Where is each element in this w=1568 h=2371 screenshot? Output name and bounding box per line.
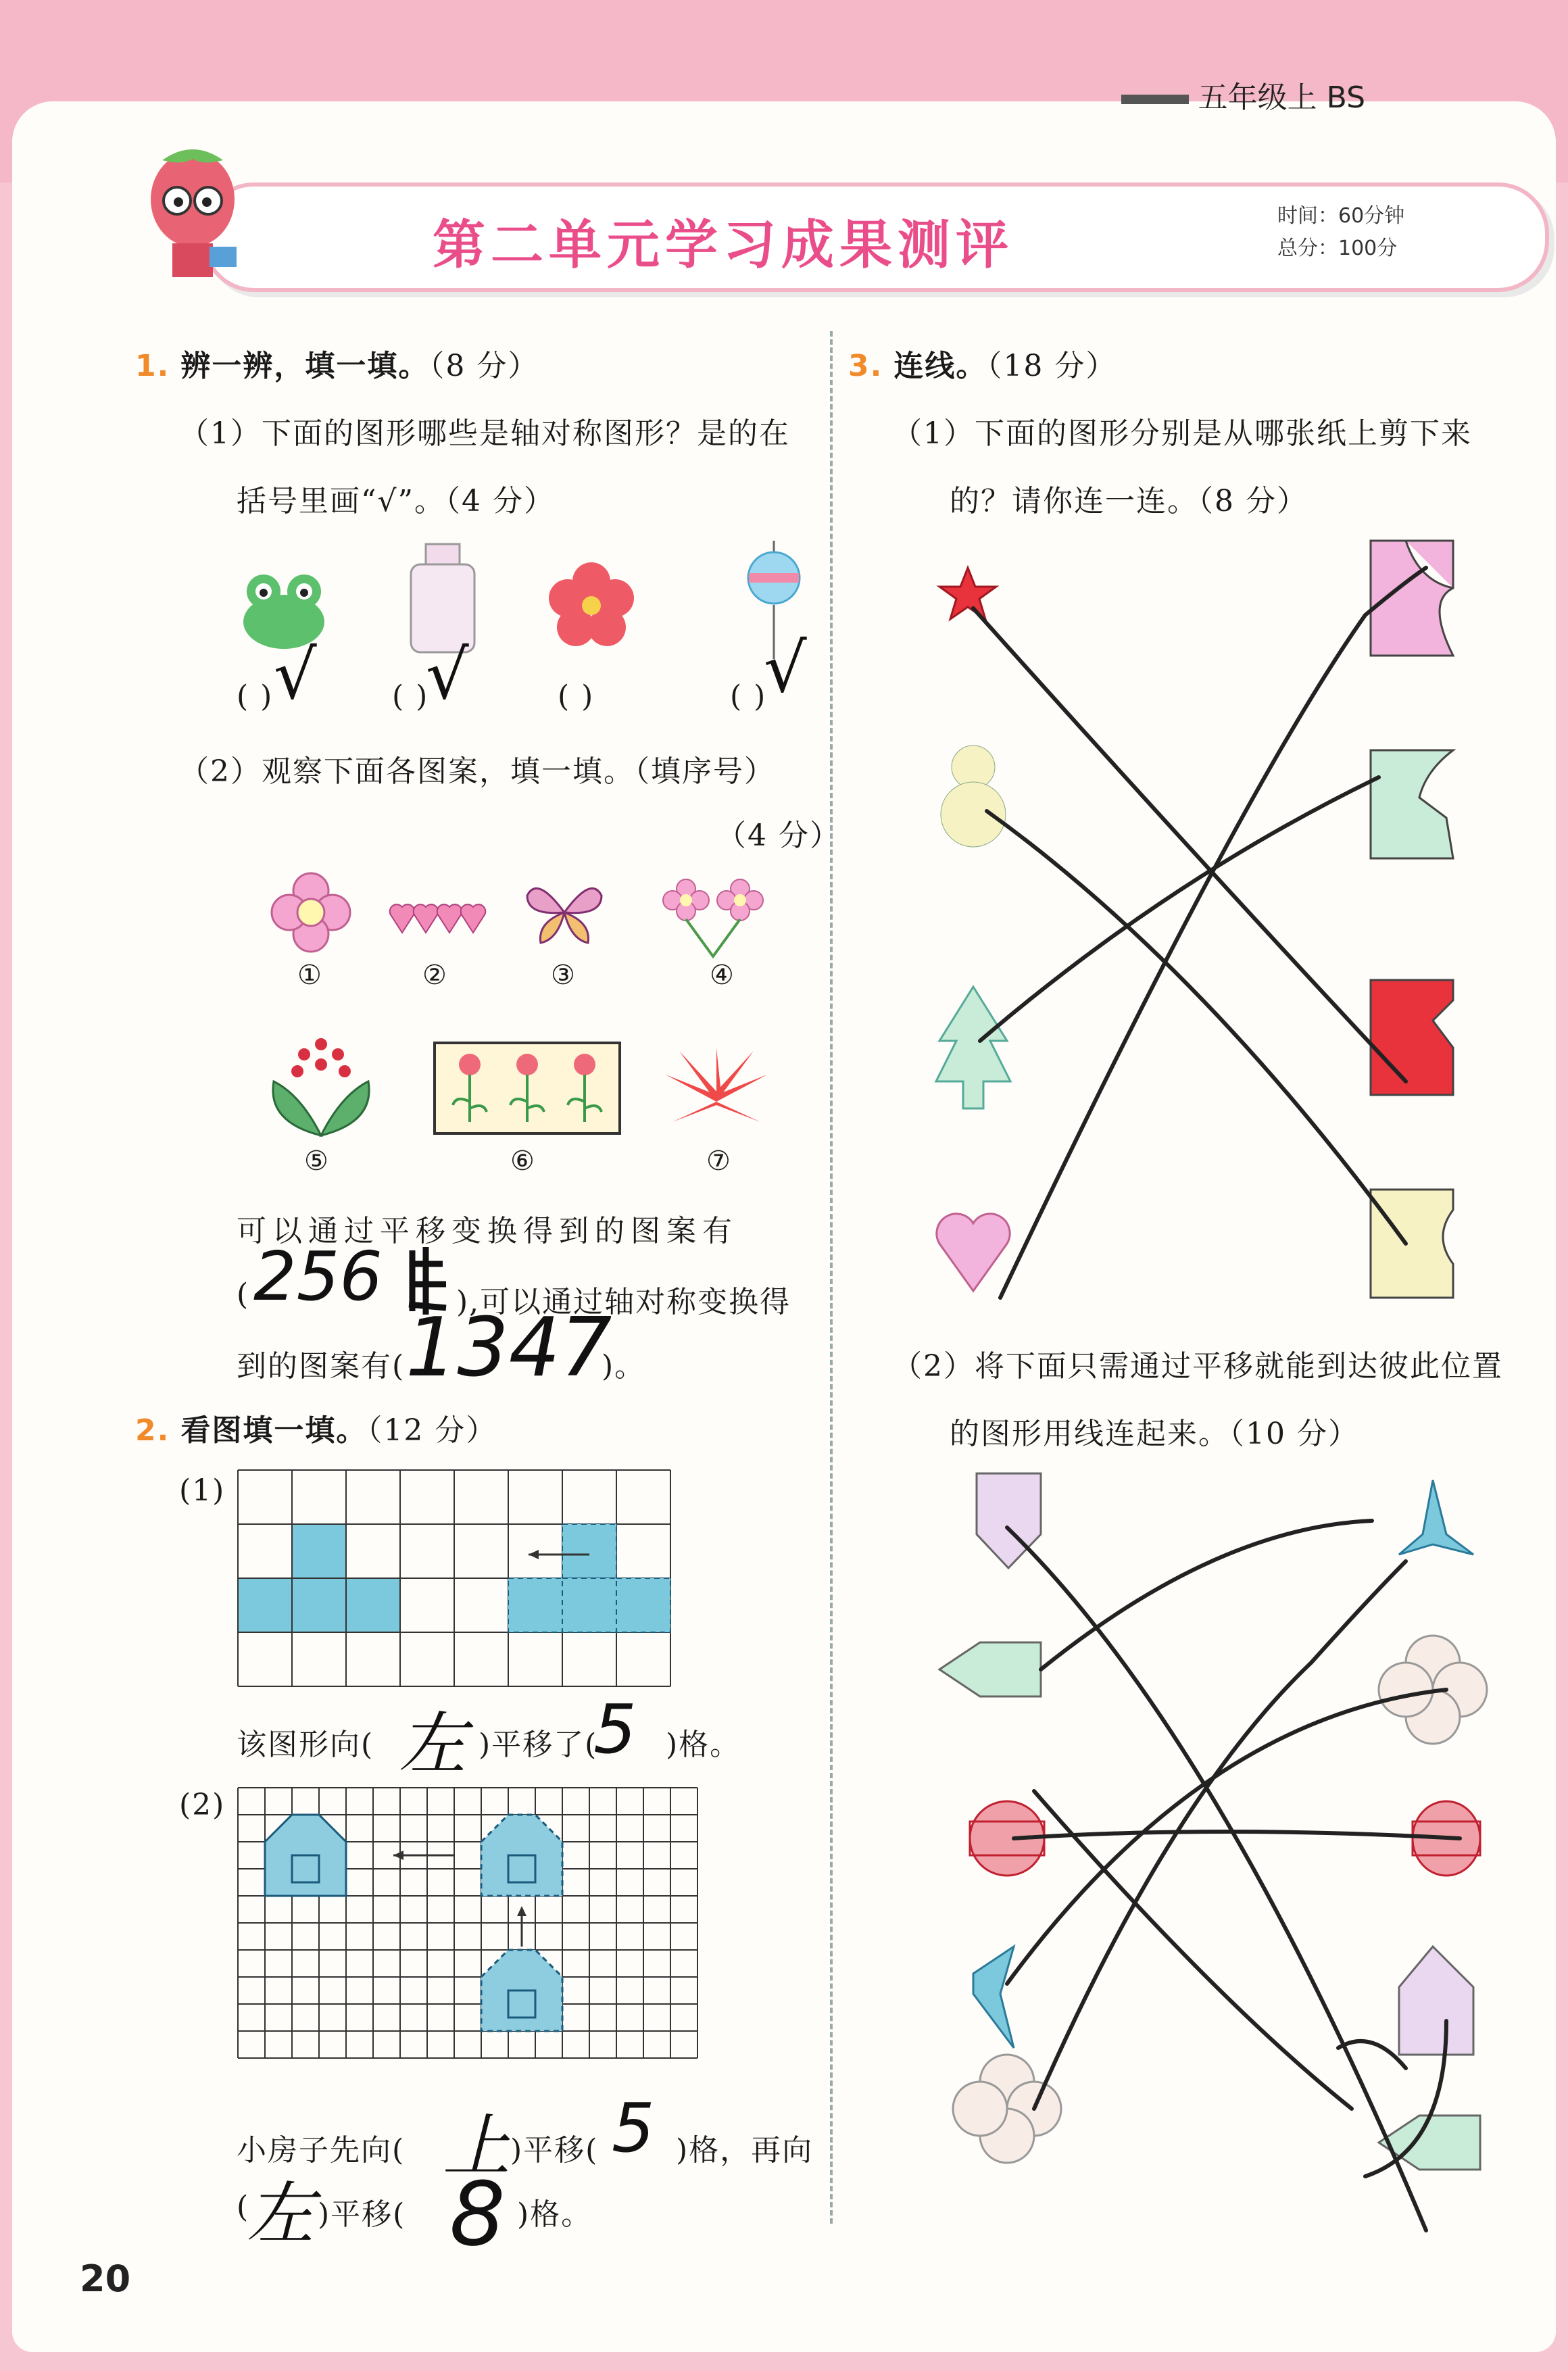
pattern-hearts-icon xyxy=(389,899,490,939)
page-number: 20 xyxy=(80,2257,131,2300)
check-mark-1: √ xyxy=(274,635,317,714)
q2-sub2-line2-start: ( xyxy=(237,2190,250,2224)
total-score: 总分：100分 xyxy=(1277,237,1398,260)
q2-sub2-label: (2) xyxy=(179,1788,226,1822)
pattern-label-3: ③ xyxy=(551,960,575,991)
q2-sub2-line1-end: )格，再向 xyxy=(676,2133,814,2168)
check-mark-2: √ xyxy=(426,635,469,714)
triangle-arrow-icon xyxy=(973,1947,1014,2048)
q2-number: 2. xyxy=(135,1413,170,1448)
grade-text: 五年级上 BS xyxy=(1198,80,1365,115)
pattern-twin-flowers-icon xyxy=(659,872,767,960)
redacted-bar xyxy=(1121,95,1189,104)
answer-direction-3: 左 xyxy=(247,2174,314,2253)
paper-green-icon xyxy=(1371,750,1453,858)
pine-tree-icon xyxy=(936,987,1010,1108)
answer-symmetry: 1347 xyxy=(406,1301,612,1395)
paper-red-icon xyxy=(1371,980,1453,1095)
q1-fill-line3-end: )。 xyxy=(602,1349,646,1384)
answer-translate: 256 xyxy=(253,1237,383,1316)
q2-sub1-text-start: 该图形向( xyxy=(237,1728,374,1762)
pattern-leaf-fan-icon xyxy=(659,1048,774,1135)
answer-steps-1: 5 xyxy=(593,1690,637,1769)
shape-cell xyxy=(346,1578,400,1632)
star-icon xyxy=(939,568,996,619)
pattern-label-6: ⑥ xyxy=(510,1146,535,1177)
q1-title: 辨一辨，填一填。 xyxy=(180,349,430,383)
arrowhead-icon xyxy=(517,1906,526,1916)
answer-direction-2: 上 xyxy=(443,2107,510,2186)
q1-fill-paren-open: ( xyxy=(237,1277,250,1312)
q3-sub2-line1: （2）将下面只需通过平移就能到达彼此位置 xyxy=(892,1349,1503,1384)
q3-points: （18 分） xyxy=(987,349,1117,383)
q2-points: （12 分） xyxy=(367,1413,497,1448)
shape-cell xyxy=(238,1578,292,1632)
pattern-label-2: ② xyxy=(422,960,447,991)
house-pentagon-icon xyxy=(1399,1947,1473,2055)
q2-sub2-line2-end: )格。 xyxy=(517,2197,593,2232)
q1-paren-1[interactable]: ( ) xyxy=(237,679,274,714)
q2-heading xyxy=(135,1406,497,1449)
q3-sub1-line2: 的？请你连一连。（8 分） xyxy=(950,484,1308,518)
q1-number: 1. xyxy=(135,349,170,383)
q1-sub1-line2: 括号里画“√”。（4 分） xyxy=(237,484,556,518)
q2-sub2-line1-mid: )平移( xyxy=(510,2133,599,2168)
exam-meta xyxy=(1277,200,1404,265)
q3-title: 连线。 xyxy=(893,349,987,383)
q2-sub2-line2-mid: )平移( xyxy=(318,2197,406,2232)
q3-sub2-line2: 的图形用线连起来。（10 分） xyxy=(950,1417,1359,1451)
shape-cell-moved xyxy=(562,1524,616,1578)
pattern-label-5: ⑤ xyxy=(304,1146,328,1177)
pattern-butterfly-icon xyxy=(524,875,605,950)
shape-cell-moved xyxy=(616,1578,670,1632)
shape-cell xyxy=(292,1524,346,1578)
q1-sub2-line1: （2）观察下面各图案，填一填。（填序号） xyxy=(179,754,775,789)
q2-sub2-line1-start: 小房子先向( xyxy=(237,2133,406,2168)
answer-steps-2: 5 xyxy=(612,2088,655,2168)
answer-direction-1: 左 xyxy=(399,1705,466,1784)
three-point-star-icon xyxy=(1399,1480,1473,1555)
check-mark-4: √ xyxy=(764,629,807,708)
q1-paren-3[interactable]: ( ) xyxy=(558,679,595,714)
q1-sub1-line1: （1）下面的图形哪些是轴对称图形？是的在 xyxy=(179,416,790,451)
matching-diagram-1 xyxy=(933,527,1487,1325)
page-title: 第二单元学习成果测评 xyxy=(433,215,1014,276)
q3-sub1-line1: （1）下面的图形分别是从哪张纸上剪下来 xyxy=(892,416,1472,451)
shape-cell-moved xyxy=(562,1578,616,1632)
paper-yellow-icon xyxy=(1371,1190,1453,1298)
q3-heading xyxy=(848,341,1117,385)
translation-grid-2 xyxy=(238,1788,789,2058)
q2-title: 看图填一填。 xyxy=(180,1413,368,1448)
pattern-label-7: ⑦ xyxy=(706,1146,731,1177)
q1-paren-2[interactable]: ( ) xyxy=(392,679,429,714)
pattern-label-1: ① xyxy=(297,960,322,991)
pointer-left-icon xyxy=(939,1642,1041,1696)
grade-label xyxy=(1121,73,1365,116)
q3-number: 3. xyxy=(848,349,883,383)
shape-cell xyxy=(292,1578,346,1632)
q2-sub1-text-mid: )平移了( xyxy=(479,1728,598,1762)
heart-icon xyxy=(937,1214,1010,1291)
arrowhead-icon xyxy=(529,1550,539,1559)
shape-cell-moved xyxy=(508,1578,562,1632)
q2-sub1-label: (1) xyxy=(179,1473,226,1508)
translation-grid-1 xyxy=(238,1470,670,1686)
cloud-flower-icon xyxy=(953,2055,1061,2163)
time-limit: 时间：60分钟 xyxy=(1277,204,1405,228)
column-divider xyxy=(830,331,833,2224)
q1-fill-line1: 可以通过平移变换得到的图案有 xyxy=(237,1214,738,1248)
q1-paren-4[interactable]: ( ) xyxy=(730,679,767,714)
q1-heading xyxy=(135,341,539,385)
answer-steps-3: 8 xyxy=(449,2163,506,2266)
q1-sub2-points: （4 分） xyxy=(716,818,841,853)
q1-fill-line2-end: ),可以通过轴对称变换得 xyxy=(456,1285,791,1319)
arrowhead-icon xyxy=(393,1851,403,1860)
pattern-label-4: ④ xyxy=(710,960,734,991)
pattern-flower-icon xyxy=(270,872,351,953)
gourd-icon xyxy=(941,745,1006,847)
pattern-flower-row-icon xyxy=(433,1041,622,1135)
q1-fill-line3-start: 到的图案有( xyxy=(237,1349,406,1384)
strawberry-mascot-icon xyxy=(135,145,250,287)
q2-sub1-text-end: )格。 xyxy=(666,1728,741,1762)
q1-points: （8 分） xyxy=(429,349,539,383)
flower-icon xyxy=(547,561,635,649)
matching-diagram-2 xyxy=(933,1460,1487,2237)
pattern-pine-flower-icon xyxy=(260,1034,382,1142)
